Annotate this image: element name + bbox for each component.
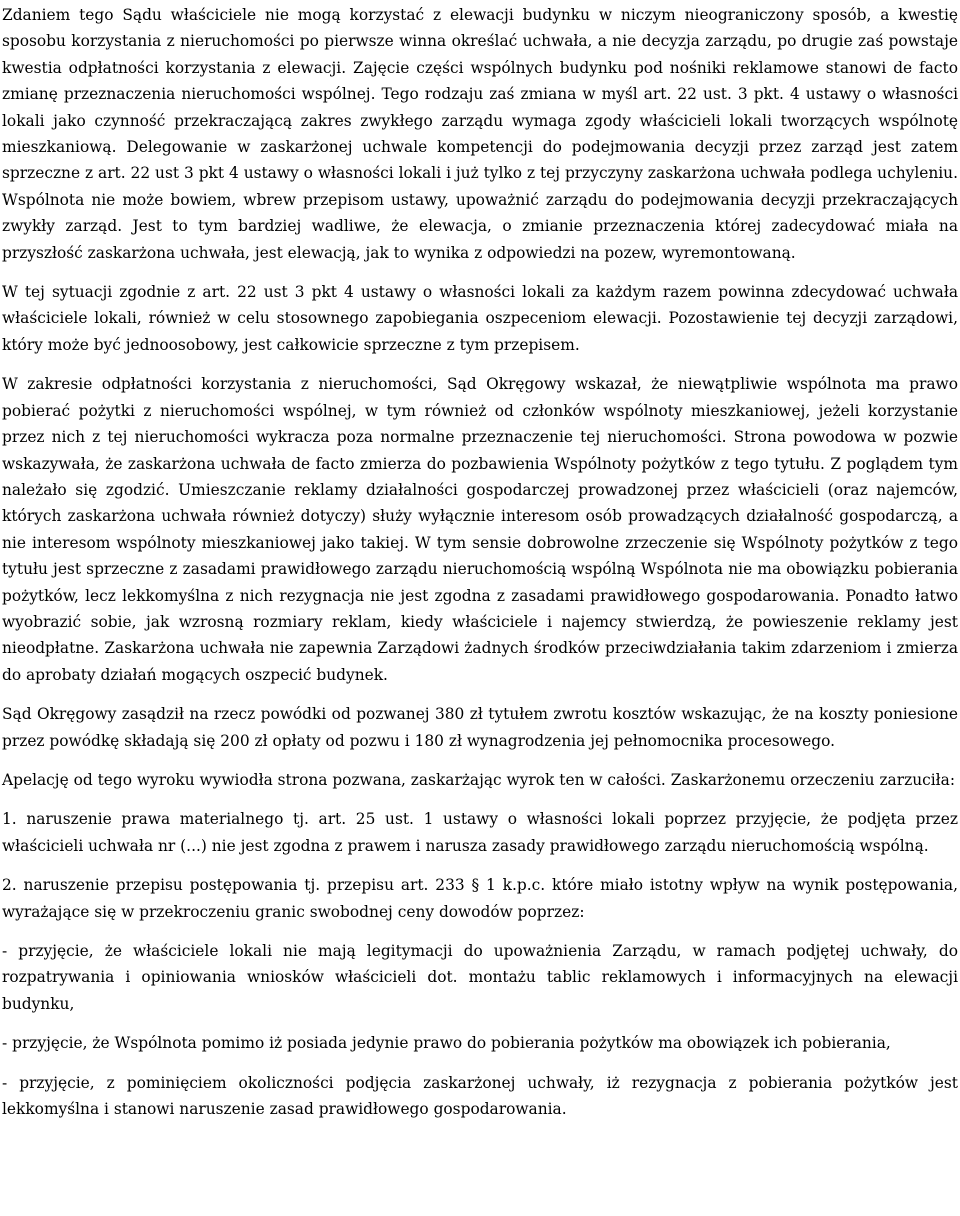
paragraph-court-opinion: Zdaniem tego Sądu właściciele nie mogą korzystać z elewacji budynku w niczym nieograniczony sposób, a kwestię sposobu korzystania z nieruchomości po pierwsze winna określać uchwała, a nie decyzja zarządu, po drugie zaś powstaje kwestia odpłatności korzystania z elewacji. Zajęcie części wspólnych budynku pod nośniki reklamowe stanowi de facto zmianę przeznaczenia nieruchomości wspólnej. Tego rodzaju zaś zmiana w myśl art. 22 ust. 3 pkt. 4 ustawy o własności lokali jako czynność przekraczającą zakres zwykłego zarządu wymaga zgody właścicieli lokali tworzących wspólnotę mieszkaniową. Delegowanie w zaskarżonej uchwale kompetencji do podejmowania decyzji przez zarząd jest zatem sprzeczne z art. 22 ust 3 pkt 4 ustawy o własności lokali i już tylko z tej przyczyny zaskarżona uchwała podlega uchyleniu. Wspólnota nie może bowiem, wbrew przepisom ustawy, upoważnić zarządu do podejmowania decyzji przekraczających zwykły zarząd. Jest to tym bardziej wadliwe, że elewacja, o zmianie przeznaczenia której zadecydować miała na przyszłość zaskarżona uchwała, jest elewacją, jak to wynika z odpowiedzi na pozew, wyremontowaną. (2, 6, 958, 262)
list-item-charge-2: 2. naruszenie przepisu postępowania tj. przepisu art. 233 § 1 k.p.c. które miało istotny wpływ na wynik postępowania, wyrażające się w przekroczeniu granic swobodnej ceny dowodów poprzez: (2, 876, 958, 921)
paragraph-appeal-intro: Apelację od tego wyroku wywiodła strona pozwana, zaskarżając wyrok ten w całości. Zaskarżonemu orzeczeniu zarzuciła: (2, 770, 956, 789)
document-page (2, 2, 958, 1135)
paragraph-fees-usage: W zakresie odpłatności korzystania z nieruchomości, Sąd Okręgowy wskazał, że niewątpliwie wspólnota ma prawo pobierać pożytki z nieruchomości wspólnej, w tym również od członków wspólnoty mieszkaniowej, jeżeli korzystanie przez nich z tej nieruchomości wykracza poza normalne przeznaczenie tej nieruchomości. Strona powodowa w pozwie wskazywała, że zaskarżona uchwała de facto zmierza do pozbawienia Wspólnoty pożytków z tego tytułu. Z poglądem tym należało się zgodzić. Umieszczanie reklamy działalności gospodarczej prowadzonej przez właścicieli (oraz najemców, których zaskarżona uchwała również dotyczy) służy wyłącznie interesom osób prowadzących działalność gospodarczą, a nie interesom wspólnoty mieszkaniowej jako takiej. W tym sensie dobrowolne zrzeczenie się Wspólnoty pożytków z tego tytułu jest sprzeczne z zasadami prawidłowego zarządu nieruchomością wspólną Wspólnota nie ma obowiązku pobierania pożytków, lecz lekkomyślna z nich rezygnacja nie jest zgodna z zasadami prawidłowego gospodarowania. Ponadto łatwo wyobrazić sobie, jak wzrosną rozmiary reklam, kiedy właściciele i najemcy stwierdzą, że powieszenie reklamy jest nieodpłatne. Zaskarżona uchwała nie zapewnia Zarządowi żadnych środków przeciwdziałania takim zdarzeniom i zmierza do aprobaty działań mogących oszpecić budynek. (2, 375, 958, 684)
list-item-bullet-3: - przyjęcie, z pominięciem okoliczności podjęcia zaskarżonej uchwały, iż rezygnacja z pobierania pożytków jest lekkomyślna i stanowi naruszenie zasad prawidłowego gospodarowania. (2, 1073, 958, 1119)
paragraph-resolution-requirement: W tej sytuacji zgodnie z art. 22 ust 3 pkt 4 ustawy o własności lokali za każdym razem powinna zdecydować uchwała właściciele lokali, również w celu stosownego zapobiegania oszpeceniom elewacji. Pozostawienie tej decyzji zarządowi, który może być jednoosobowy, jest całkowicie sprzeczne z tym przepisem. (2, 283, 958, 354)
list-item-bullet-2: - przyjęcie, że Wspólnota pomimo iż posiada jedynie prawo do pobierania pożytków ma obowiązek ich pobierania, (2, 1034, 891, 1053)
list-item-charge-1: 1. naruszenie prawa materialnego tj. art. 25 ust. 1 ustawy o własności lokali poprzez przyjęcie, że podjęta przez właścicieli uchwała nr (...) nie jest zgodna z prawem i narusza zasady prawidłowego zarządu nieruchomością wspólną. (2, 810, 958, 855)
paragraph-costs-award: Sąd Okręgowy zasądził na rzecz powódki od pozwanej 380 zł tytułem zwrotu kosztów wskazując, że na koszty poniesione przez powódkę składają się 200 zł opłaty od pozwu i 180 zł wynagrodzenia jej pełnomocnika procesowego. (2, 705, 958, 750)
list-item-bullet-1: - przyjęcie, że właściciele lokali nie mają legitymacji do upoważnienia Zarządu, w ramach podjętej uchwały, do rozpatrywania i opiniowania wniosków właścicieli dot. montażu tablic reklamowych i informacyjnych na elewacji budynku, (2, 942, 958, 1013)
